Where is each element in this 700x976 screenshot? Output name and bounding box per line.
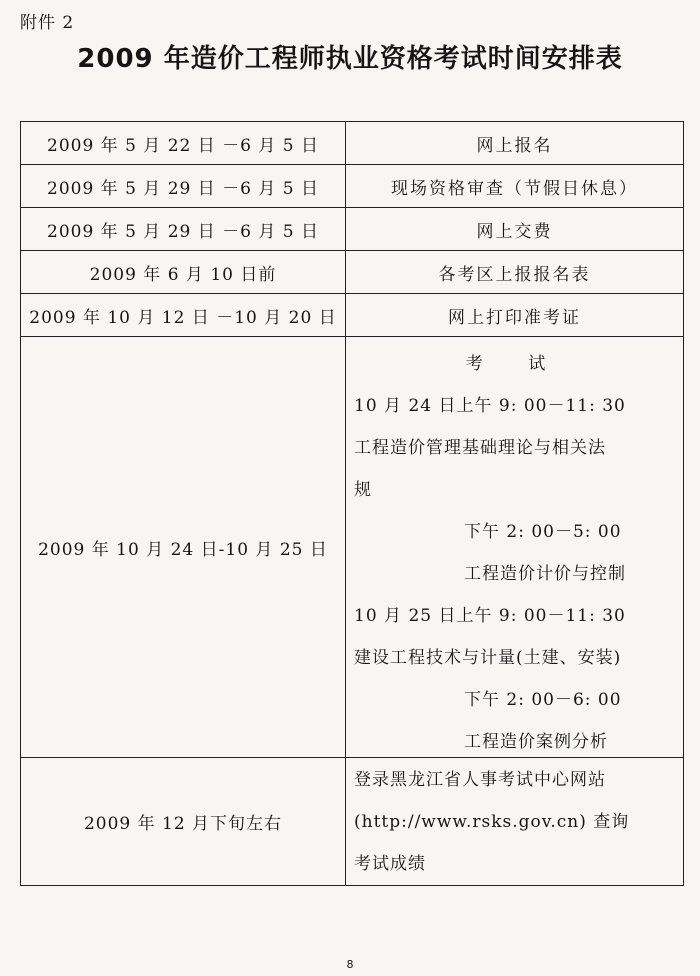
result-line: 登录黑龙江省人事考试中心网站 <box>354 769 606 790</box>
event-cell: 网上交费 <box>346 208 684 251</box>
table-row <box>21 165 684 208</box>
exam-line: 工程造价案例分析 <box>464 732 608 752</box>
table-row-exam <box>21 337 684 758</box>
document-title: 2009 年造价工程师执业资格考试时间安排表 <box>77 44 623 74</box>
schedule-table <box>20 121 684 886</box>
result-line: 考试成绩 <box>354 853 426 874</box>
table-row <box>21 208 684 251</box>
exam-line: 建设工程技术与计量(土建、安装) <box>354 648 622 668</box>
table-row <box>21 251 684 294</box>
date-cell: 2009 年 5 月 29 日 －6 月 5 日 <box>21 208 346 251</box>
date-cell: 2009 年 10 月 12 日 －10 月 20 日 <box>21 294 346 337</box>
exam-line: 工程造价管理基础理论与相关法 <box>354 438 606 458</box>
result-date-cell: 2009 年 12 月下旬左右 <box>21 758 346 886</box>
date-cell: 2009 年 6 月 10 日前 <box>21 251 346 294</box>
event-cell: 各考区上报报名表 <box>346 251 684 294</box>
exam-details <box>354 343 677 763</box>
event-cell: 网上报名 <box>346 122 684 165</box>
table-row <box>21 122 684 165</box>
date-cell: 2009 年 5 月 29 日 －6 月 5 日 <box>21 165 346 208</box>
date-cell: 2009 年 5 月 22 日 －6 月 5 日 <box>21 122 346 165</box>
attachment-label: 附件 2 <box>20 13 75 33</box>
exam-heading: 考 试 <box>465 354 566 374</box>
exam-line: 下午 2: 00－6: 00 <box>464 690 622 710</box>
page-number: 8 <box>346 958 354 971</box>
table-row-result <box>21 758 684 886</box>
result-details <box>346 759 683 885</box>
table-row <box>21 294 684 337</box>
exam-details-cell <box>346 337 684 758</box>
exam-line: 10 月 25 日上午 9: 00－11: 30 <box>354 606 626 626</box>
event-cell: 现场资格审查（节假日休息） <box>346 165 684 208</box>
event-cell: 网上打印准考证 <box>346 294 684 337</box>
exam-line: 10 月 24 日上午 9: 00－11: 30 <box>354 396 626 416</box>
result-line: (http://www.rsks.gov.cn) 查询 <box>354 811 630 832</box>
exam-line: 工程造价计价与控制 <box>464 564 626 584</box>
exam-date-cell: 2009 年 10 月 24 日-10 月 25 日 <box>21 337 346 758</box>
exam-line: 规 <box>354 480 372 500</box>
exam-line: 下午 2: 00－5: 00 <box>464 522 622 542</box>
result-details-cell <box>346 758 684 886</box>
